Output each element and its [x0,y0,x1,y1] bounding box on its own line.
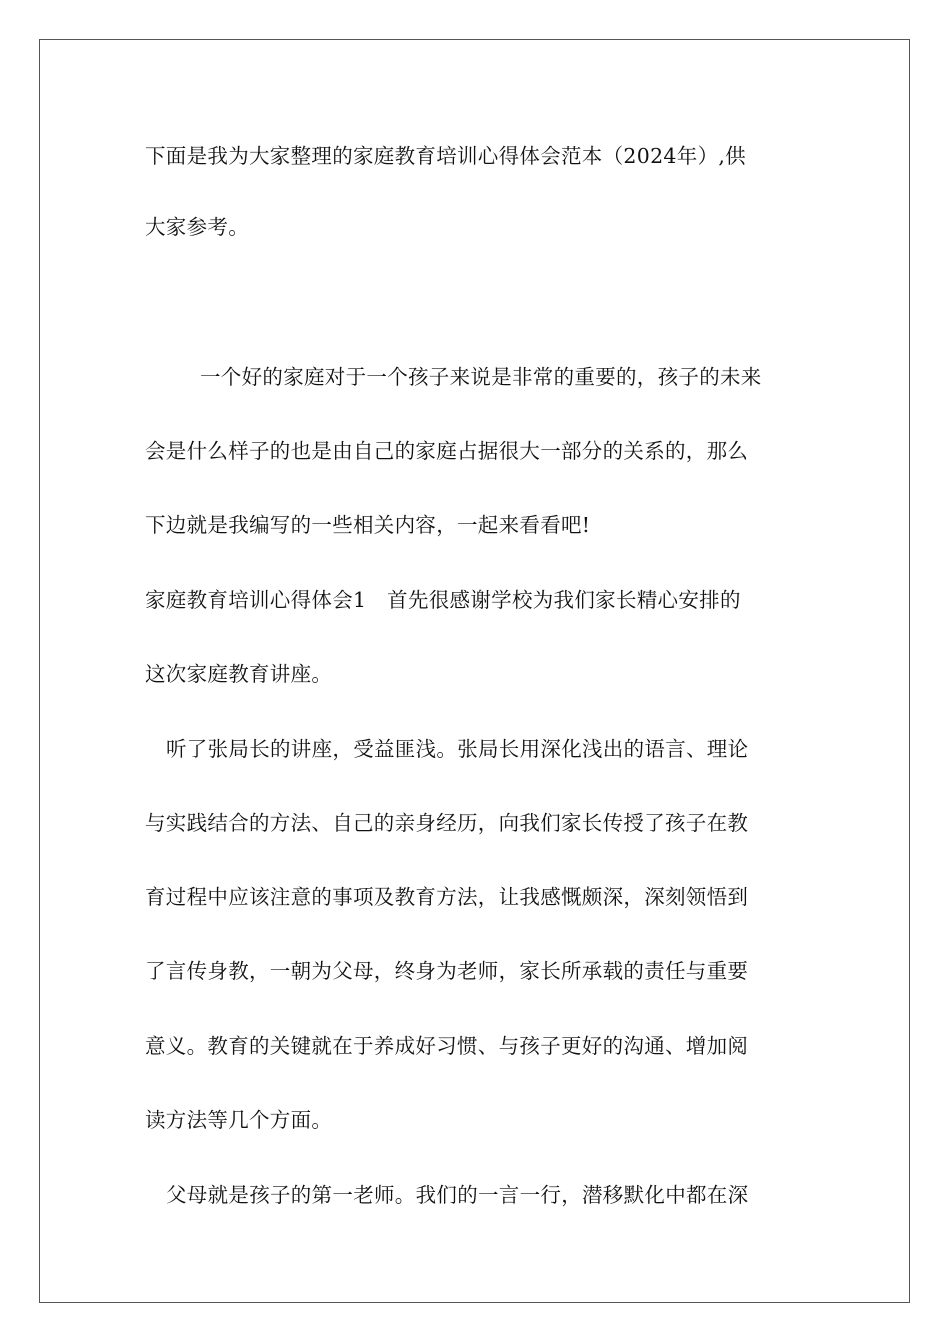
paragraph-1-line-2: 会是什么样子的也是由自己的家庭占据很大一部分的关系的，那么 [145,439,749,463]
paragraph-2-line-1: 听了张局长的讲座，受益匪浅。张局长用深化浅出的语言、理论 [166,737,749,761]
paragraph-3-line-1: 父母就是孩子的第一老师。我们的一言一行，潜移默化中都在深 [166,1183,749,1207]
intro-line-1: 下面是我为大家整理的家庭教育培训心得体会范本（2024年）,供 [145,144,746,168]
section-heading-line-1: 家庭教育培训心得体会1 首先很感谢学校为我们家长精心安排的 [145,588,741,612]
paragraph-2-line-3: 育过程中应该注意的事项及教育方法，让我感慨颇深，深刻领悟到 [145,885,749,909]
paragraph-2-line-6: 读方法等几个方面。 [145,1108,333,1132]
paragraph-1-line-1: 一个好的家庭对于一个孩子来说是非常的重要的，孩子的未来 [200,365,762,389]
paragraph-2-line-2: 与实践结合的方法、自己的亲身经历，向我们家长传授了孩子在教 [145,811,749,835]
paragraph-2-line-5: 意义。教育的关键就在于养成好习惯、与孩子更好的沟通、增加阅 [145,1034,749,1058]
intro-line-2: 大家参考。 [145,215,249,239]
paragraph-1-line-3: 下边就是我编写的一些相关内容，一起来看看吧! [145,513,591,537]
paragraph-2-line-4: 了言传身教，一朝为父母，终身为老师，家长所承载的责任与重要 [145,959,749,983]
section-heading-line-2: 这次家庭教育讲座。 [145,662,333,686]
